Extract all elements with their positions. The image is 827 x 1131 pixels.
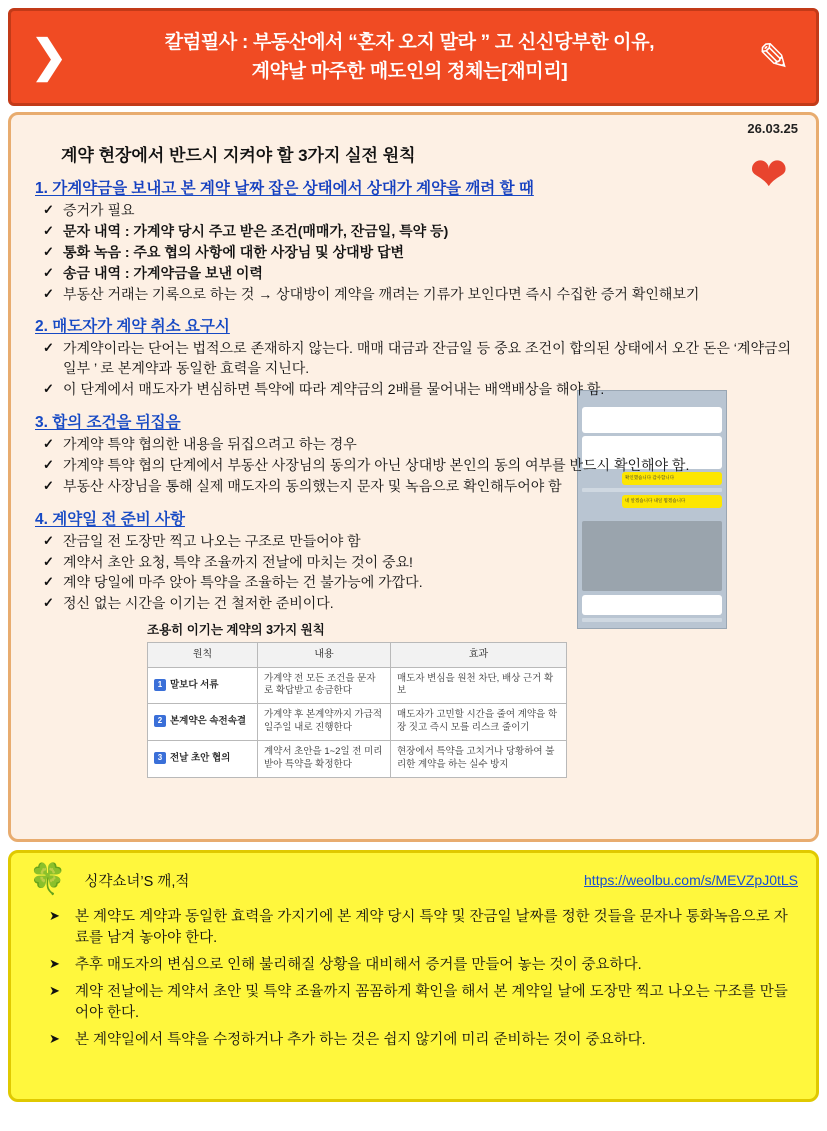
list-item: ✓ 부동산 사장님을 통해 실제 매도자의 동의했는지 문자 및 녹음으로 확인해두어야 함 bbox=[41, 477, 800, 497]
table-caption: 조용히 이기는 계약의 3가지 원칙 bbox=[147, 623, 325, 638]
list-item: ✓ 계약서 초안 요청, 특약 조율까지 전날에 마치는 것이 중요! bbox=[41, 553, 800, 573]
table-cell-principle bbox=[148, 740, 258, 777]
list-item: ➤ 본 계약일에서 특약을 수정하거나 추가 하는 것은 쉽지 않기에 미리 준비하는 것이 중요하다. bbox=[49, 1030, 798, 1051]
list-item: ➤ 추후 매도자의 변심으로 인해 불리해질 상황을 대비해서 증거를 만들어 놓는 것이 중요하다. bbox=[49, 955, 798, 976]
list-item: ➤ 계약 전날에는 계약서 초안 및 특약 조율까지 꼼꼼하게 확인을 해서 본 계약일 날에 도장만 찍고 나오는 구조를 만들어야 한다. bbox=[49, 982, 798, 1024]
list-item: ✓ 가계약이라는 단어는 법적으로 존재하지 않는다. 매매 대금과 잔금일 등 중요 조건이 합의된 상태에서 오간 돈은 ‘계약금의 일부 ’ 로 본계약과 동일한 효력을 지닌다. bbox=[41, 339, 800, 379]
section-list-4 bbox=[27, 532, 800, 615]
list-item: ✓ 송금 내역 : 가계약금을 보낸 이력 bbox=[41, 264, 800, 284]
table-cell-content: 가계약 후 본계약까지 가급적 일주일 내로 진행한다 bbox=[258, 704, 391, 741]
table-row bbox=[148, 740, 567, 777]
section-list-1 bbox=[27, 201, 800, 304]
table-header-cell: 원칙 bbox=[148, 643, 258, 668]
principles-table bbox=[147, 642, 567, 777]
page-title bbox=[73, 28, 746, 87]
chat-date-divider bbox=[582, 511, 722, 518]
principle-label: 전날 초안 협의 bbox=[170, 752, 231, 764]
list-item: ✓ 이 단계에서 매도자가 변심하면 특약에 따라 계약금의 2배를 물어내는 배액배상을 해야 함. bbox=[41, 380, 800, 400]
author-label: 싱갹쇼녀’S 깨,적 bbox=[84, 873, 190, 890]
content-title: 계약 현장에서 반드시 지켜야 할 3가지 실전 원칙 bbox=[61, 146, 416, 165]
list-item: ✓ 가계약 특약 협의 단계에서 부동산 사장님의 동의가 아닌 상대방 본인의 동의 여부를 반드시 확인해야 함. bbox=[41, 456, 800, 476]
chat-bubble-outgoing: 네 알겠습니다 내일 뵙겠습니다 bbox=[622, 495, 722, 508]
heart-icon: ❤ bbox=[749, 148, 788, 200]
table-cell-effect: 현장에서 특약을 고치거나 당황하여 불리한 계약을 하는 실수 방지 bbox=[390, 740, 566, 777]
table-header-cell: 내용 bbox=[258, 643, 391, 668]
summary-card bbox=[8, 850, 819, 1102]
section-heading-2: 2. 매도자가 계약 취소 요구시 bbox=[35, 318, 230, 336]
list-item: ✓ 증거가 필요 bbox=[41, 201, 800, 221]
list-item: ➤ 본 계약도 계약과 동일한 효력을 가지기에 본 계약 당시 특약 및 잔금일 날짜를 정한 것들을 문자나 통화녹음으로 자료를 남겨 놓아야 한다. bbox=[49, 907, 798, 949]
table-header-cell: 효과 bbox=[390, 643, 566, 668]
table-cell-effect: 매도자 변심을 원천 차단, 배상 근거 확보 bbox=[390, 667, 566, 704]
list-item: ✓ 부동산 거래는 기록으로 하는 것 → 상대방이 계약을 깨려는 기류가 보인다면 즉시 수집한 증거 확인해보기 bbox=[41, 285, 800, 305]
list-item: ✓ 계약 당일에 마주 앉아 특약을 조율하는 건 불가능에 가깝다. bbox=[41, 573, 800, 593]
summary-header bbox=[29, 865, 798, 895]
table-cell-principle bbox=[148, 704, 258, 741]
table-cell-content: 계약서 초안을 1~2일 전 미리 받아 특약을 확정한다 bbox=[258, 740, 391, 777]
list-item: ✓ 가계약 특약 협의한 내용을 뒤집으려고 하는 경우 bbox=[41, 435, 800, 455]
section-heading-3: 3. 합의 조건을 뒤집음 bbox=[35, 414, 181, 431]
table-header-row bbox=[148, 643, 567, 668]
chat-line bbox=[582, 618, 722, 622]
section-list-2 bbox=[27, 339, 800, 400]
section-heading-1: 1. 가계약금을 보내고 본 계약 날짜 잡은 상태에서 상대가 계약을 깨려 할 때 bbox=[35, 180, 534, 197]
main-content-card bbox=[8, 112, 819, 842]
chat-bubble-outgoing: 확인했습니다 감사합니다 bbox=[622, 472, 722, 485]
row-number-badge: 2 bbox=[154, 715, 166, 727]
summary-list bbox=[29, 907, 798, 1051]
table-cell-principle bbox=[148, 667, 258, 704]
list-item: ✓ 통화 녹음 : 주요 협의 사항에 대한 사장님 및 상대방 답변 bbox=[41, 243, 800, 263]
list-item: ✓ 잔금일 전 도장만 찍고 나오는 구조로 만들어야 함 bbox=[41, 532, 800, 552]
chevron-right-icon: ❯ bbox=[30, 32, 68, 81]
date-stamp: 26.03.25 bbox=[747, 121, 798, 136]
row-number-badge: 3 bbox=[154, 752, 166, 764]
page-title-line1: 칼럼필사 : 부동산에서 “혼자 오지 말라 ” 고 신신당부한 이유, bbox=[164, 31, 655, 53]
four-leaf-clover-icon: 🍀 bbox=[29, 863, 67, 896]
principle-label: 말보다 서류 bbox=[170, 679, 219, 691]
pencil-icon: ✎ bbox=[758, 36, 790, 79]
principle-label: 본계약은 속전속결 bbox=[170, 715, 247, 727]
table-row bbox=[148, 667, 567, 704]
section-heading-4: 4. 계약일 전 준비 사항 bbox=[35, 510, 185, 528]
list-item: ✓ 문자 내역 : 가계약 당시 주고 받은 조건(매매가, 잔금일, 특약 등) bbox=[41, 222, 800, 242]
section-list-3 bbox=[27, 435, 800, 497]
principles-table-wrap bbox=[27, 620, 567, 777]
page-title-line2: 계약날 마주한 매도인의 정체는[재미리] bbox=[251, 61, 568, 82]
table-cell-content: 가계약 전 모든 조건을 문자로 확답받고 송금한다 bbox=[258, 667, 391, 704]
source-link[interactable]: https://weolbu.com/s/MEVZpJ0tLS bbox=[584, 872, 798, 888]
chat-bubble-incoming bbox=[582, 407, 722, 433]
list-item: ✓ 정신 없는 시간을 이기는 건 철저한 준비이다. bbox=[41, 594, 800, 614]
header-banner bbox=[8, 8, 819, 106]
table-cell-effect: 매도자가 고민할 시간을 줄여 계약을 학장 짓고 즉시 모를 리스크 줄이기 bbox=[390, 704, 566, 741]
table-row bbox=[148, 704, 567, 741]
row-number-badge: 1 bbox=[154, 679, 166, 691]
